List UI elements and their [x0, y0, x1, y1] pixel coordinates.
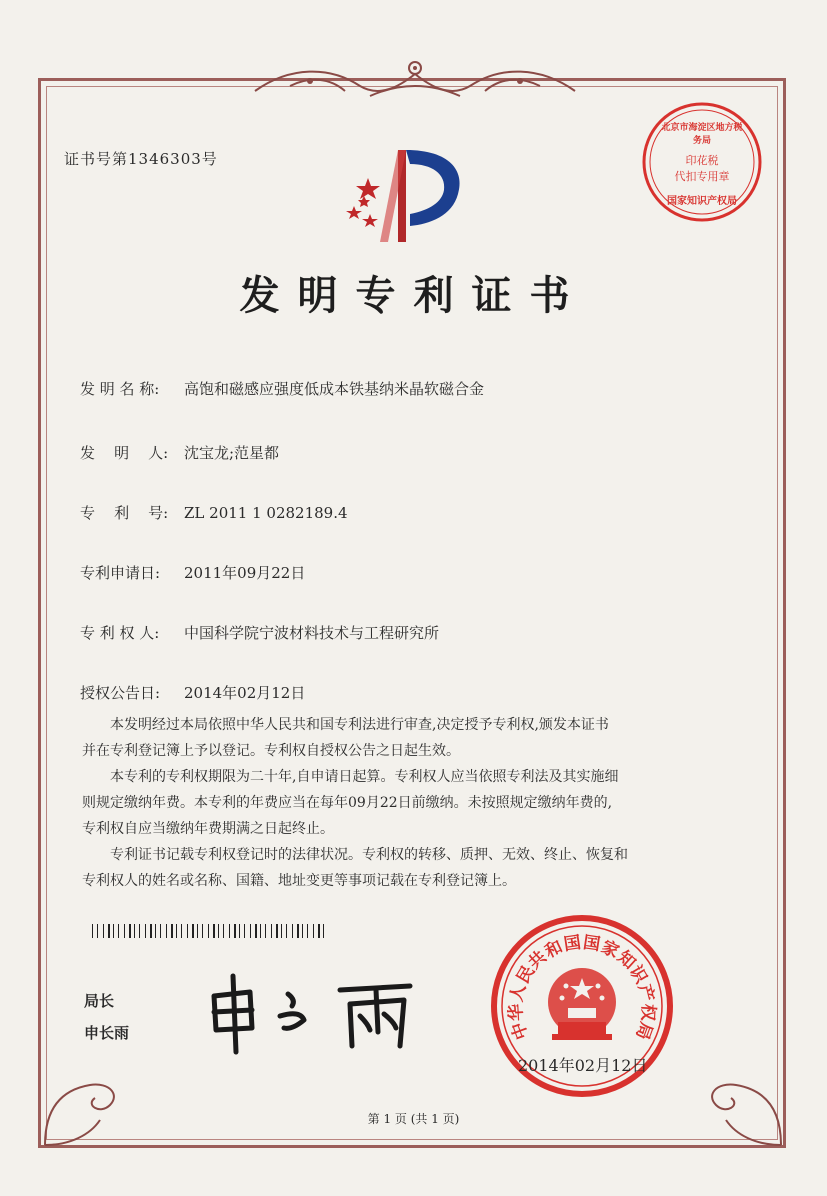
field-inventor [80, 442, 279, 463]
barcode-bar [92, 924, 93, 938]
seal-char: 家 [598, 936, 623, 962]
barcode-bar [160, 924, 161, 938]
barcode-bar [276, 924, 278, 938]
barcode-bar [250, 924, 251, 938]
seal-char: 知 [613, 946, 640, 974]
barcode-bar [103, 924, 104, 938]
paragraph-line: 本发明经过本局依照中华人民共和国专利法进行审查,决定授予专利权,颁发本证书 [110, 717, 609, 733]
field-application-date [80, 562, 305, 583]
barcode-bar [292, 924, 293, 938]
paragraph-line: 本专利的专利权期限为二十年,自申请日起算。专利权人应当依照专利法及其实施细 [110, 769, 619, 785]
barcode-bar [155, 924, 156, 938]
barcode-bar [313, 924, 314, 938]
barcode-bar [134, 924, 135, 938]
seal-char: 产 [633, 982, 658, 1004]
barcode-bar [223, 924, 224, 938]
field-patent-number [80, 502, 348, 523]
barcode-bar [176, 924, 177, 938]
barcode-bar [255, 924, 257, 938]
top-ornament-icon [250, 56, 580, 106]
barcode-bar [145, 924, 146, 938]
field-value: ZL 2011 1 0282189.4 [184, 504, 348, 522]
tax-stamp-inner-line1: 印花税 [685, 154, 719, 167]
seal-char: 中 [508, 1019, 533, 1043]
barcode-bar [307, 924, 308, 938]
barcode-bar [239, 924, 240, 938]
seal-char: 局 [631, 1019, 656, 1043]
field-label: 专 利 号: [80, 504, 169, 522]
seal-char: 识 [625, 962, 652, 988]
barcode-bar [202, 924, 203, 938]
field-value: 2011年09月22日 [184, 564, 306, 582]
certificate-number: 证书号第1346303号 [64, 150, 218, 168]
field-label: 专 利 权 人: [80, 624, 160, 642]
barcode-bar [139, 924, 140, 938]
paragraph-line: 则规定缴纳年费。本专利的年费应当在每年09月22日前缴纳。未按照规定缴纳年费的, [82, 795, 613, 811]
seal-char: 民 [512, 962, 539, 988]
corner-ornament-bottom-left-icon [40, 1060, 130, 1150]
field-label: 发 明 人: [80, 444, 169, 462]
barcode-bar [192, 924, 194, 938]
barcode-bar [286, 924, 287, 938]
tax-stamp-outer-text: 北京市海淀区地方税务局 [661, 123, 743, 146]
seal-char: 人 [506, 982, 531, 1004]
field-grant-date [80, 682, 305, 703]
barcode-bar [297, 924, 299, 938]
barcode-bar [265, 924, 266, 938]
seal-char: 国 [562, 932, 583, 955]
signature-icon [200, 966, 420, 1056]
tax-stamp-inner-line2: 代扣专用章 [674, 170, 730, 183]
director-title: 局长 [84, 992, 115, 1010]
barcode-bar [302, 924, 303, 938]
seal-char: 华 [506, 1002, 528, 1022]
seal-char: 和 [541, 936, 566, 962]
barcode-bar [208, 924, 209, 938]
barcode-bar [281, 924, 282, 938]
field-label: 发 明 名 称: [80, 380, 160, 398]
barcode-bar [108, 924, 110, 938]
barcode-bar [234, 924, 236, 938]
field-value: 2014年02月12日 [184, 684, 306, 702]
paragraph-line: 专利证书记载专利权登记时的法律状况。专利权的转移、质押、无效、终止、恢复和 [110, 847, 628, 863]
seal-date: 2014年02月12日 [518, 1056, 648, 1075]
seal-char: 国 [581, 932, 602, 955]
barcode-bar [260, 924, 261, 938]
director-name: 申长雨 [84, 1024, 130, 1042]
barcode-bar [229, 924, 230, 938]
barcode-bar [150, 924, 152, 938]
seal-char: 共 [524, 946, 551, 974]
barcode-bar [118, 924, 119, 938]
paragraph-line: 专利权自应当缴纳年费期满之日起终止。 [82, 821, 334, 837]
field-value: 沈宝龙;范星都 [184, 444, 280, 462]
barcode-bar [187, 924, 188, 938]
paragraph-line: 并在专利登记簿上予以登记。专利权自授权公告之日起生效。 [82, 743, 460, 759]
barcode-bar [113, 924, 114, 938]
barcode-bar [124, 924, 125, 938]
corner-ornament-bottom-right-icon [696, 1060, 786, 1150]
paragraph-line: 专利权人的姓名或名称、国籍、地址变更等事项记载在专利登记簿上。 [82, 873, 516, 889]
paragraph-1 [82, 712, 722, 764]
barcode-bar [97, 924, 98, 938]
page-footer: 第 1 页 (共 1 页) [367, 1112, 460, 1126]
seal-char: 权 [636, 1002, 658, 1022]
field-value: 中国科学院宁波材料技术与工程研究所 [184, 624, 440, 642]
tax-stamp-bottom-text: 国家知识产权局 [667, 196, 737, 207]
field-label: 授权公告日: [80, 684, 161, 702]
field-invention-name [80, 378, 484, 399]
certificate-title: 发明专利证书 [239, 272, 588, 319]
paragraph-2 [82, 764, 722, 842]
field-patentee [80, 622, 439, 643]
barcode-bar [213, 924, 215, 938]
barcode-bar [171, 924, 173, 938]
patent-office-logo-icon [340, 146, 470, 246]
field-value: 高饱和磁感应强度低成本铁基纳米晶软磁合金 [184, 380, 485, 398]
barcode-bar [181, 924, 182, 938]
barcode-bar [318, 924, 320, 938]
paragraph-3 [82, 842, 722, 894]
barcode-icon [92, 924, 332, 938]
barcode-bar [323, 924, 324, 938]
field-label: 专利申请日: [80, 564, 161, 582]
barcode-bar [166, 924, 167, 938]
barcode-bar [197, 924, 198, 938]
barcode-bar [271, 924, 272, 938]
barcode-bar [244, 924, 245, 938]
barcode-bar [218, 924, 219, 938]
barcode-bar [129, 924, 131, 938]
